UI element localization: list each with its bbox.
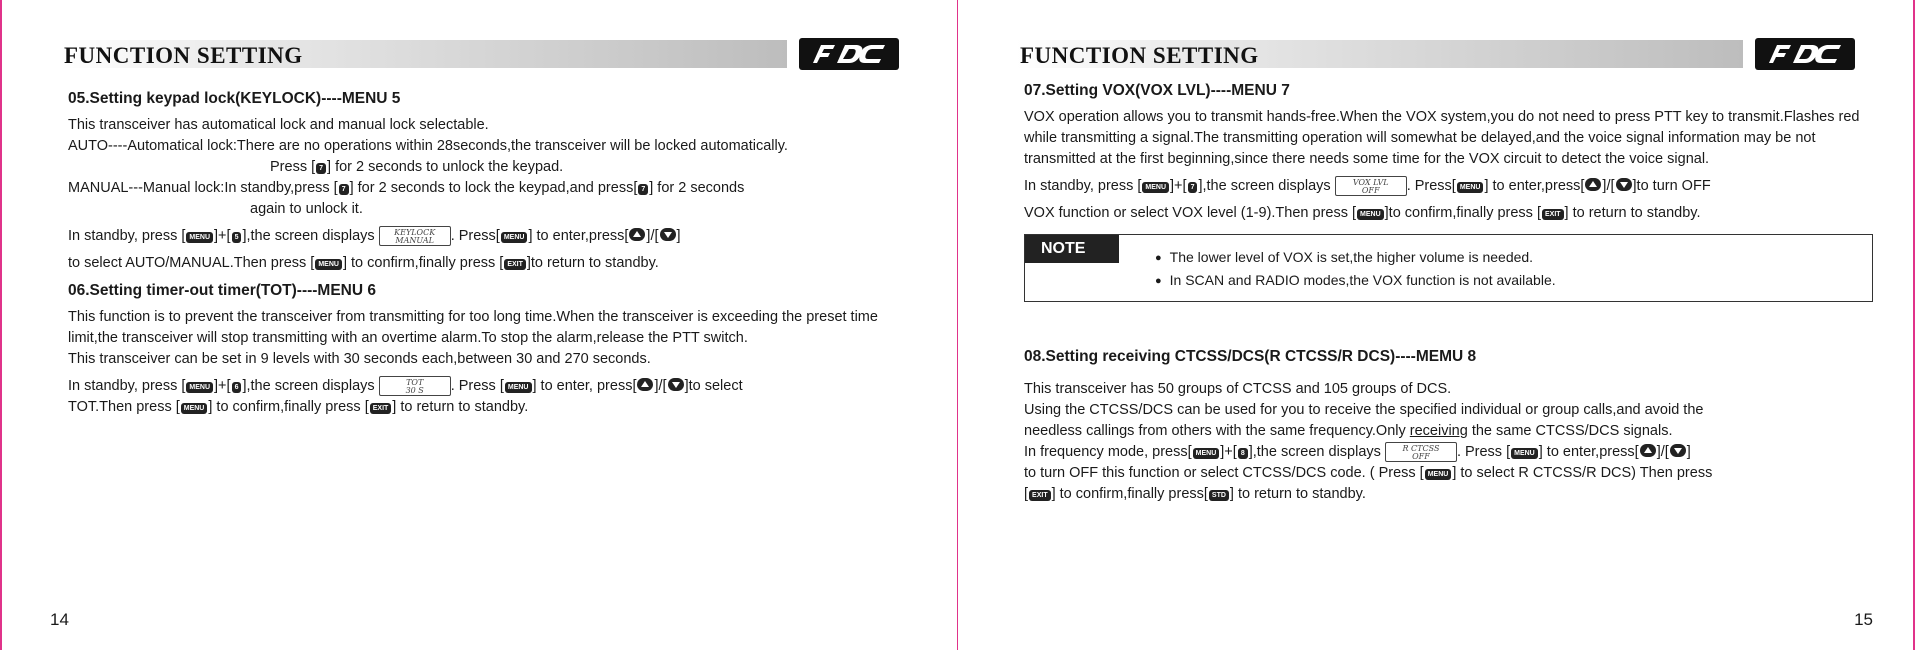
text-run: the same CTCSS/DCS signals. [1467, 423, 1673, 439]
text-run: ] to return to standby. [1564, 205, 1701, 221]
key-7-icon: 7 [316, 163, 326, 174]
lcd-display [379, 376, 451, 396]
header-bar [60, 40, 787, 68]
text-run: needless callings from others with the same frequency.Only [1024, 423, 1410, 439]
key-menu-icon: MENU [1142, 182, 1169, 193]
lcd-line-1: KEYLOCK [394, 228, 436, 238]
header-title: FUNCTION SETTING [64, 43, 303, 68]
note-label: NOTE [1025, 235, 1119, 263]
text-run: ] for 2 seconds to lock the keypad,and press[ [349, 180, 638, 196]
text-run: ] to return to standby. [392, 399, 529, 415]
key-menu-icon: MENU [1511, 448, 1538, 459]
page-content [1024, 80, 1873, 505]
section-heading-keylock: 05.Setting keypad lock(KEYLOCK)----MENU 5 [68, 90, 401, 107]
page-number: 14 [50, 610, 69, 629]
header-bar [1016, 40, 1743, 68]
key-exit-icon: EXIT [370, 403, 392, 414]
page-header [60, 38, 899, 70]
key-exit-icon: EXIT [1029, 490, 1051, 501]
text-run: ],the screen displays [242, 378, 375, 394]
note-box [1024, 234, 1873, 302]
text-run: ] to confirm,finally press[ [1051, 486, 1208, 502]
key-exit-icon: EXIT [504, 259, 526, 270]
text-run: receiving [1409, 423, 1468, 439]
paragraph [1024, 463, 1873, 484]
text-run: ]+[ [1170, 178, 1187, 194]
section-heading-ctcss: 08.Setting receiving CTCSS/DCS(R CTCSS/R DCS)----MEMU 8 [1024, 348, 1477, 365]
text-run: ] to enter, press[ [532, 378, 637, 394]
key-menu-icon: MENU [1357, 209, 1384, 220]
text-run: ]+[ [1220, 444, 1237, 460]
key-menu-icon: MENU [1193, 448, 1220, 459]
text-run: ] to enter,press[ [1538, 444, 1639, 460]
text-run: . Press[ [450, 228, 500, 244]
paragraph: AUTO----Automatical lock:There are no operations within 28seconds,the transceiver will be locked automatically. [68, 138, 788, 154]
key-7-icon: 7 [638, 184, 648, 195]
note-item: ● The lower level of VOX is set,the higher volume is needed. [1155, 246, 1556, 269]
text-run: ] [1686, 444, 1691, 460]
text-run: ]to return to standby. [526, 255, 659, 271]
text-run: ] to enter,press[ [528, 228, 629, 244]
fdc-logo-icon [799, 38, 899, 70]
key-menu-icon: MENU [505, 382, 532, 393]
paragraph: This transceiver has 50 groups of CTCSS and 105 groups of DCS. [1024, 381, 1452, 397]
section-heading-vox: 07.Setting VOX(VOX LVL)----MENU 7 [1024, 82, 1290, 99]
text-run: TOT.Then press [ [68, 399, 180, 415]
text-run: ] to confirm,finally press [ [342, 255, 504, 271]
text-run: ]/[ [1656, 444, 1669, 460]
lcd-line-2: OFF [1412, 452, 1430, 462]
note-list [1155, 246, 1556, 292]
key-exit-icon: EXIT [1542, 209, 1564, 220]
lcd-display [379, 226, 451, 246]
up-arrow-icon [1585, 178, 1601, 191]
key-menu-icon: MENU [1425, 469, 1452, 480]
text-run: ]+[ [214, 378, 231, 394]
key-6-icon: 6 [232, 382, 242, 393]
text-run: ]to turn OFF [1632, 178, 1711, 194]
paragraph [68, 178, 917, 199]
paragraph [68, 376, 917, 397]
lcd-line-2: MANUAL [395, 236, 434, 246]
paragraph [68, 253, 917, 274]
text-run: ]to select [684, 378, 743, 394]
text-run: In frequency mode, press[ [1024, 444, 1192, 460]
key-menu-icon: MENU [315, 259, 342, 270]
text-run: ] to enter,press[ [1484, 178, 1585, 194]
text-run: ],the screen displays [1198, 178, 1331, 194]
up-arrow-icon [1640, 444, 1656, 457]
lcd-line-2: 30 S [405, 386, 424, 396]
text-run: ]/[ [646, 228, 659, 244]
key-8-icon: 8 [1238, 448, 1248, 459]
up-arrow-icon [637, 378, 653, 391]
text-run: ],the screen displays [1248, 444, 1381, 460]
text-run: ]+[ [214, 228, 231, 244]
page-header [1016, 38, 1855, 70]
lcd-line-1: TOT [406, 378, 424, 388]
text-run: [ [1024, 486, 1029, 502]
text-run: ]/[ [654, 378, 667, 394]
text-run: ] to confirm,finally press [ [208, 399, 369, 415]
text-run: ] to return to standby. [1229, 486, 1366, 502]
paragraph: again to unlock it. [250, 201, 363, 217]
key-menu-icon: MENU [181, 403, 208, 414]
text-run: ]/[ [1602, 178, 1615, 194]
lcd-line-1: VOX LVL [1352, 178, 1389, 188]
text-run: ] to select R CTCSS/R DCS) Then press [1452, 465, 1713, 481]
paragraph [1024, 442, 1873, 463]
page-number: 15 [1854, 610, 1873, 629]
text-run: In standby, press [ [68, 228, 186, 244]
down-arrow-icon [1670, 444, 1686, 457]
key-7-icon: 7 [339, 184, 349, 195]
paragraph [1024, 176, 1873, 197]
paragraph [1024, 484, 1873, 505]
header-title: FUNCTION SETTING [1020, 43, 1259, 68]
down-arrow-icon [668, 378, 684, 391]
note-item: ● In SCAN and RADIO modes,the VOX function is not available. [1155, 269, 1556, 292]
paragraph [1024, 203, 1873, 224]
lcd-line-1: R CTCSS [1402, 444, 1440, 454]
lcd-line-2: OFF [1361, 186, 1380, 196]
paragraph: This transceiver has automatical lock and manual lock selectable. [68, 117, 489, 133]
lcd-display [1335, 176, 1407, 196]
page-right [958, 0, 1915, 650]
page-left [0, 0, 957, 650]
paragraph: VOX operation allows you to transmit hands-free.When the VOX system,you do not need to press PTT key to transmit.Flashes red while transmitting a signal.The transmitting operation will somewhat be delayed,and the voice signal information may be not transmitted at the first beginning,since there needs some time for the VOX circuit to detect the voice signal. [1024, 109, 1860, 167]
key-5-icon: 5 [232, 232, 242, 243]
text-run: ] for 2 seconds [649, 180, 745, 196]
text-run: VOX function or select VOX level (1-9).Then press [ [1024, 205, 1357, 221]
text-run: MANUAL---Manual lock:In standby,press [ [68, 180, 338, 196]
paragraph [1024, 421, 1873, 442]
fdc-logo-icon [1755, 38, 1855, 70]
text-run: ] [676, 228, 681, 244]
text-run: ]to confirm,finally press [ [1384, 205, 1541, 221]
paragraph: This transceiver can be set in 9 levels with 30 seconds each,between 30 and 270 seconds. [68, 351, 651, 367]
key-menu-icon: MENU [501, 232, 528, 243]
text-run: . Press [ [1456, 444, 1511, 460]
key-menu-icon: MENU [186, 382, 213, 393]
lcd-display [1385, 442, 1457, 462]
down-arrow-icon [660, 228, 676, 241]
text-run: to turn OFF this function or select CTCSS/DCS code. ( Press [ [1024, 465, 1424, 481]
up-arrow-icon [629, 228, 645, 241]
paragraph: Using the CTCSS/DCS can be used for you to receive the specified individual or group calls,and avoid the [1024, 402, 1704, 418]
page-content [68, 88, 917, 418]
paragraph [68, 226, 917, 247]
text-run: ],the screen displays [242, 228, 375, 244]
text-run: . Press[ [1406, 178, 1456, 194]
paragraph [68, 397, 917, 418]
key-7-icon: 7 [1188, 182, 1198, 193]
paragraph [68, 157, 917, 178]
down-arrow-icon [1616, 178, 1632, 191]
text-run: In standby, press [ [68, 378, 186, 394]
text-run: to select AUTO/MANUAL.Then press [ [68, 255, 315, 271]
key-menu-icon: MENU [186, 232, 213, 243]
text-run: . Press [ [450, 378, 504, 394]
text-run: In standby, press [ [1024, 178, 1142, 194]
paragraph: This function is to prevent the transceiver from transmitting for too long time.When the transceiver is exceeding the preset time limit,the transceiver will stop transmitting with an overtime alarm.To stop the alarm,release the PTT switch. [68, 309, 878, 346]
key-std-icon: STD [1209, 490, 1229, 501]
key-menu-icon: MENU [1457, 182, 1484, 193]
text-run: Press [ [270, 159, 316, 175]
section-heading-tot: 06.Setting timer-out timer(TOT)----MENU 6 [68, 282, 376, 299]
text-run: ] for 2 seconds to unlock the keypad. [327, 159, 564, 175]
